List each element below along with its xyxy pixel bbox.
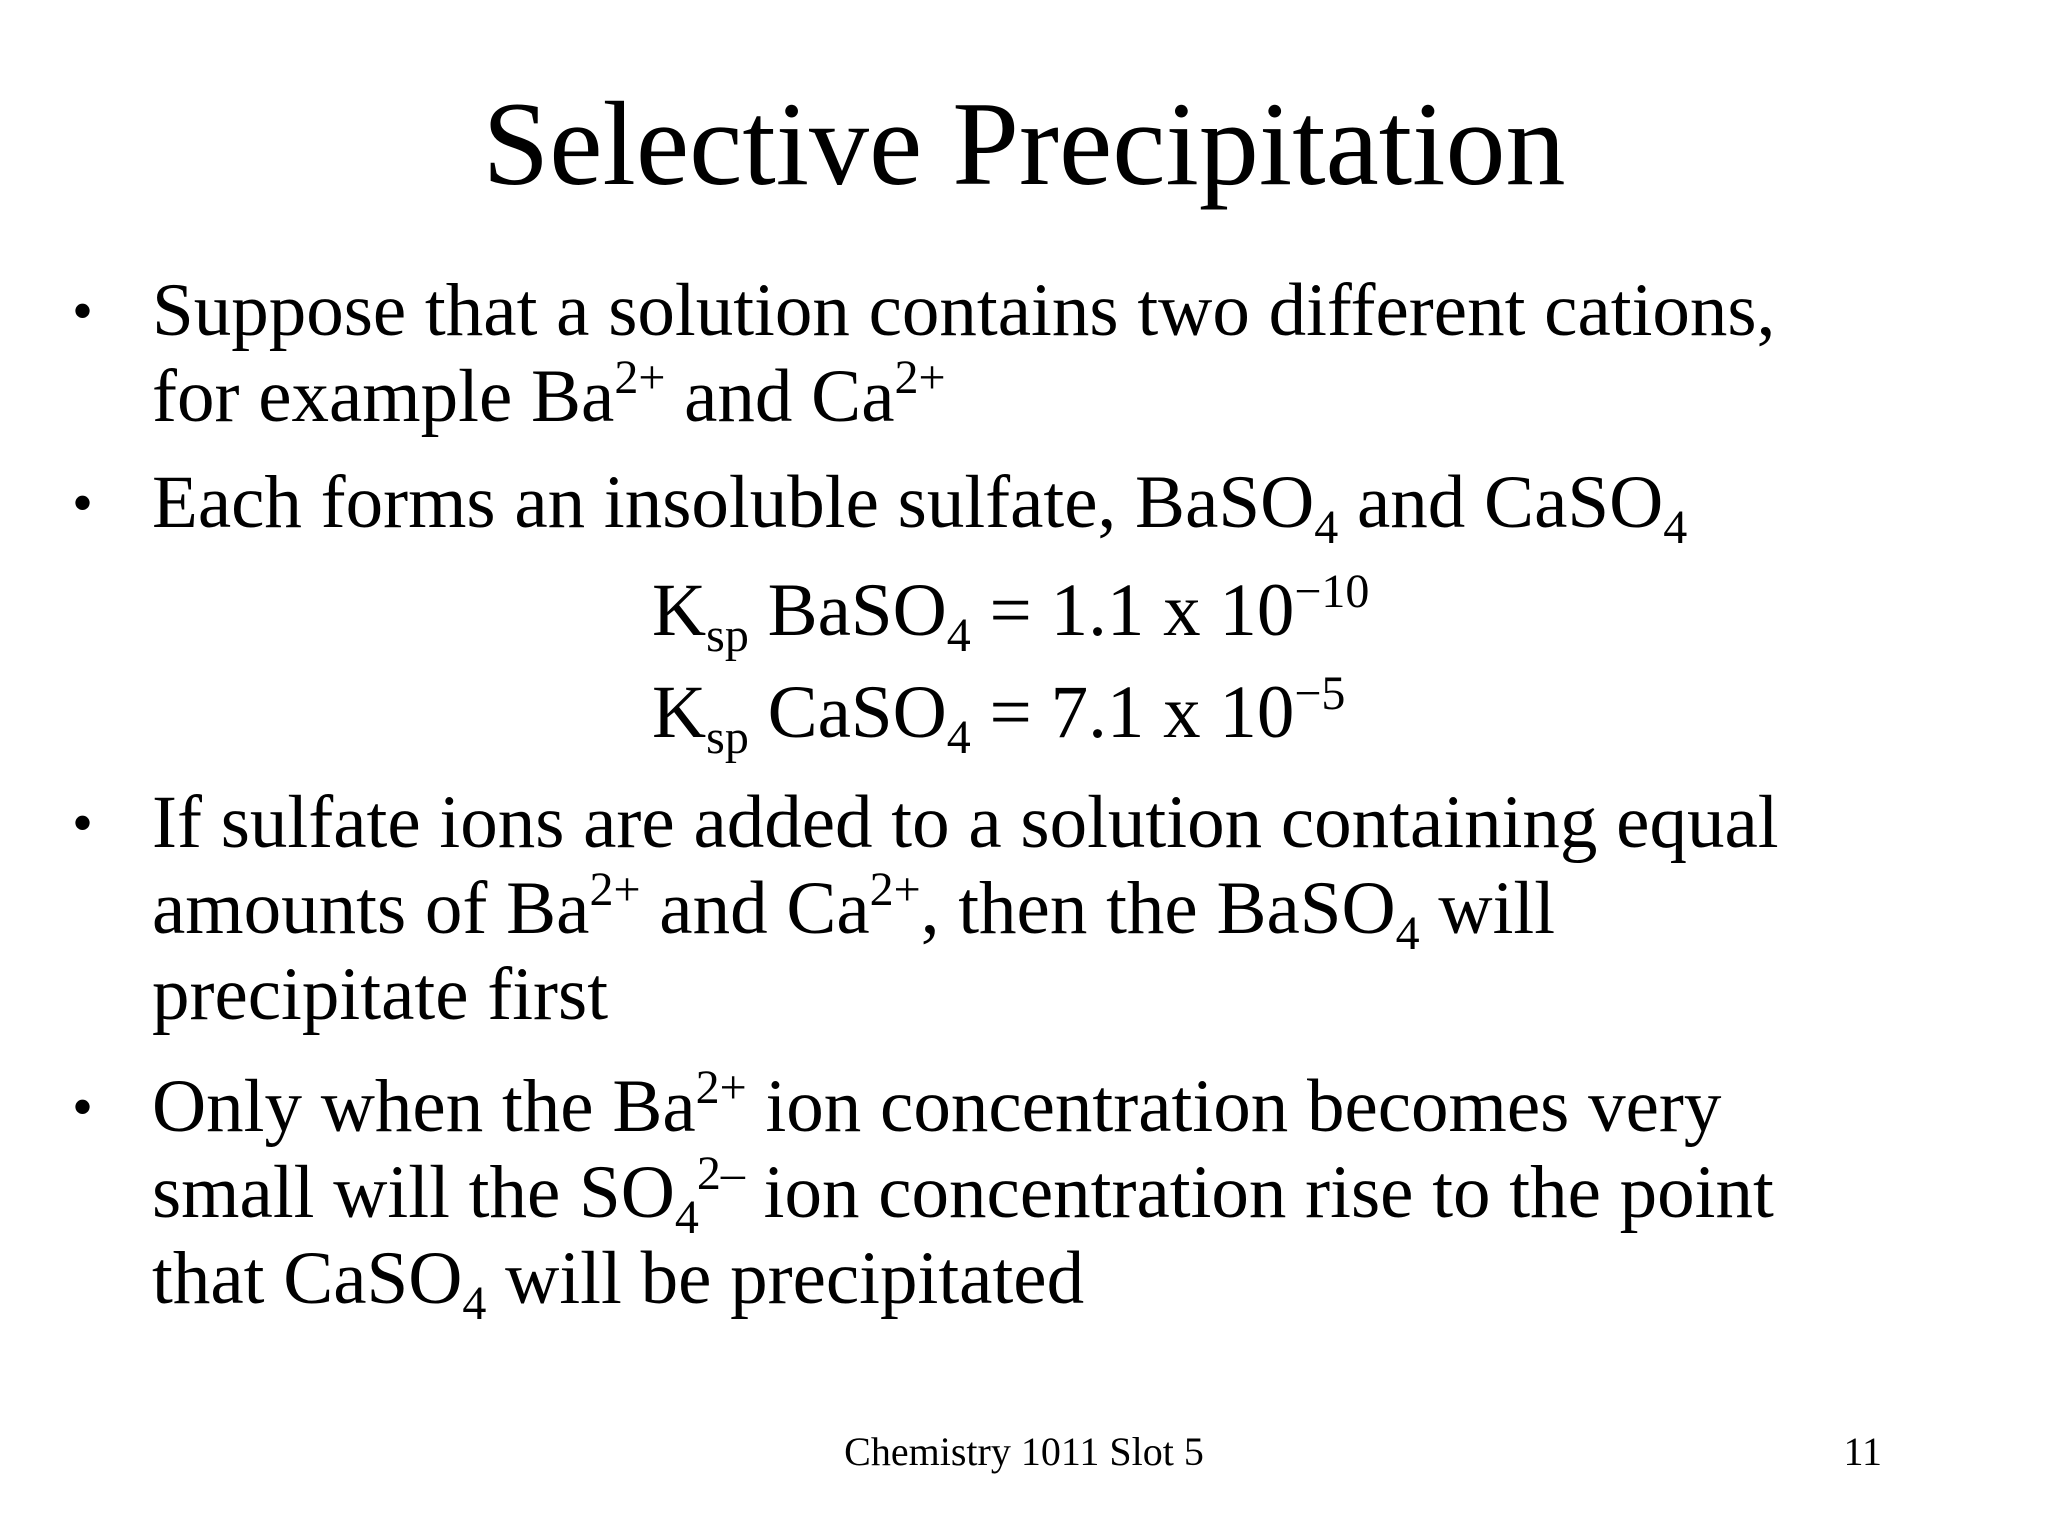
ksp-equation-caso4: $K_{sp}$ CaSO$_4$ = 7.1 x $10^{-5}$	[652, 667, 1346, 764]
bullet-4-line-2: small will the $SO_4^{2-}$ ion concentration rise to the point	[152, 1147, 1774, 1244]
bullet-3	[72, 780, 2012, 1038]
bullet-2-line-1: Each forms an insoluble sulfate, BaSO$_4$ and CaSO$_4$	[152, 461, 1688, 554]
footer-page-number: 11	[1843, 1429, 1882, 1474]
bullet-marker: •	[72, 790, 94, 856]
bullet-marker: •	[72, 1074, 94, 1140]
bullet-2	[72, 460, 2012, 554]
bullet-3-line-2: amounts of $Ba^{2+}$ and $Ca^{2+}$, then the BaSO$_4$ will	[152, 863, 1556, 960]
bullet-4-line-1: Only when the $Ba^{2+}$ ion concentration becomes very	[152, 1061, 1722, 1148]
ksp-equation-baso4: $K_{sp}$ BaSO$_4$ = 1.1 x $10^{-10}$	[652, 565, 1370, 662]
bullet-1	[72, 268, 2012, 440]
bullet-3-line-3: precipitate first	[152, 953, 609, 1036]
footer-course-label: Chemistry 1011 Slot 5	[844, 1429, 1204, 1474]
bullet-3-line-1: If sulfate ions are added to a solution containing equal	[152, 781, 1779, 864]
bullet-4	[72, 1061, 2012, 1330]
slide-title: Selective Precipitation	[482, 77, 1566, 210]
bullet-marker: •	[72, 278, 94, 344]
bullet-1-line-2: for example $Ba^{2+}$ and $Ca^{2+}$	[152, 351, 946, 438]
bullet-1-line-1: Suppose that a solution contains two different cations,	[152, 269, 1776, 352]
bullet-marker: •	[72, 470, 94, 536]
bullet-4-line-3: that CaSO$_4$ will be precipitated	[152, 1237, 1085, 1330]
